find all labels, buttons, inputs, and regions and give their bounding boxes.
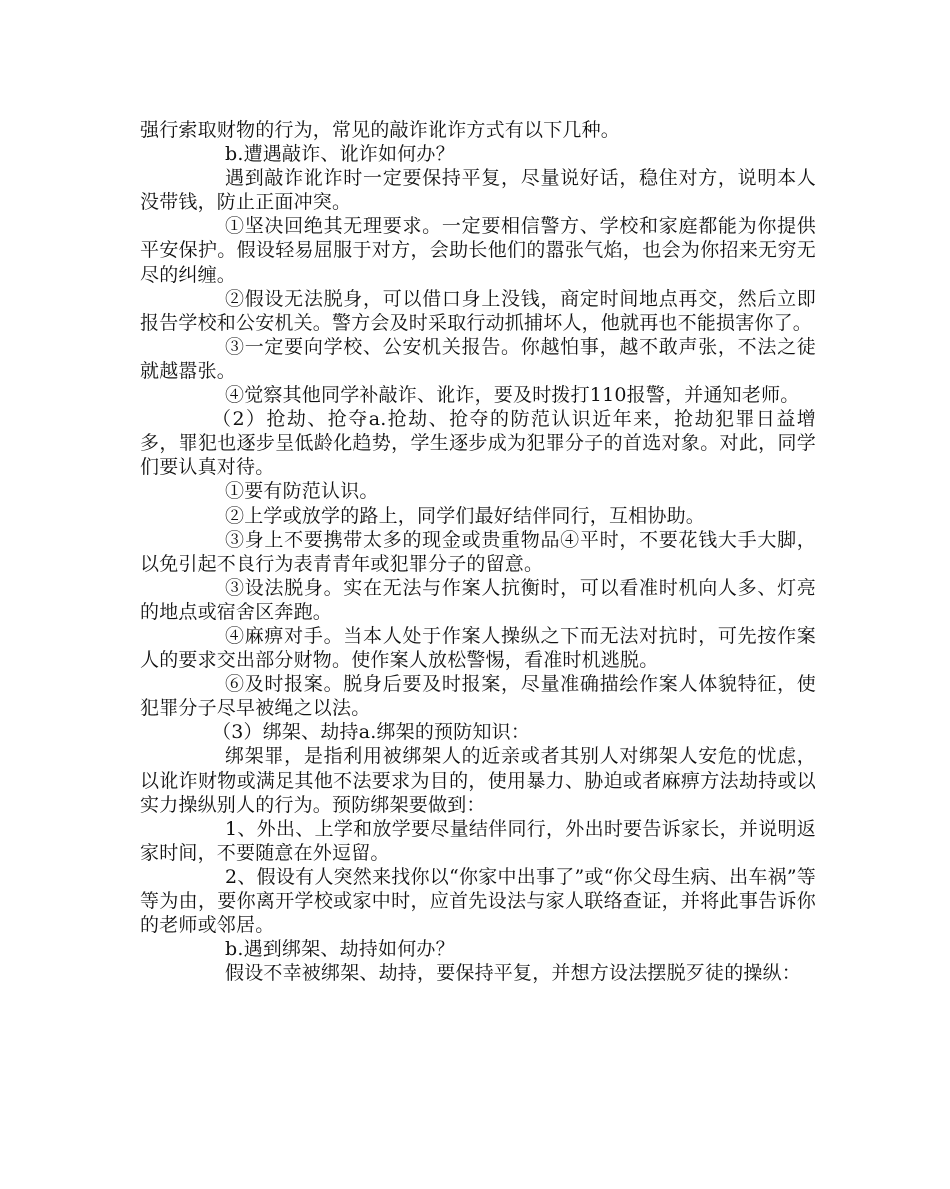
paragraph: b.遇到绑架、劫持如何办？	[225, 938, 455, 961]
paragraph: ①要有防范认识。	[225, 480, 379, 503]
paragraph: ③设法脱身。实在无法与作案人抗衡时，可以看准时机向人多、灯亮的地点或宿舍区奔跑。	[140, 576, 816, 623]
paragraph: b.遭遇敲诈、讹诈如何办？	[225, 143, 455, 166]
paragraph: 1、外出、上学和放学要尽量结伴同行，外出时要告诉家长，并说明返家时间，不要随意在外逗留。	[140, 817, 816, 864]
paragraph: ④觉察其他同学补敲诈、讹诈，要及时拨打110报警，并通知老师。	[225, 384, 800, 407]
document-page	[140, 118, 816, 985]
paragraph: ②上学或放学的路上，同学们最好结伴同行，互相协助。	[225, 504, 706, 527]
paragraph: ①坚决回绝其无理要求。一定要相信警方、学校和家庭都能为你提供平安保护。假设轻易屈服于对方，会助长他们的嚣张气焰，也会为你招来无穷无尽的纠缠。	[140, 215, 816, 286]
paragraph: 强行索取财物的行为，常见的敲诈讹诈方式有以下几种。	[140, 119, 621, 141]
section-heading-paragraph: （2）抢劫、抢夺a.抢劫、抢夺的防范认识近年来，抢劫犯罪日益增多，罪犯也逐步呈低龄化趋势，学生逐步成为犯罪分子的首选对象。对此，同学们要认真对待。	[140, 408, 816, 479]
paragraph: ③一定要向学校、公安机关报告。你越怕事，越不敢声张，不法之徒就越嚣张。	[140, 335, 816, 382]
paragraph: 遇到敲诈讹诈时一定要保持平复，尽量说好话，稳住对方，说明本人没带钱，防止正面冲突。	[140, 167, 816, 214]
paragraph: ⑥及时报案。脱身后要及时报案，尽量准确描绘作案人体貌特征，使犯罪分子尽早被绳之以法。	[140, 673, 816, 720]
paragraph: ②假设无法脱身，可以借口身上没钱，商定时间地点再交，然后立即报告学校和公安机关。警方会及时采取行动抓捕坏人，他就再也不能损害你了。	[140, 287, 816, 334]
paragraph: 绑架罪，是指利用被绑架人的近亲或者其别人对绑架人安危的忧虑，以讹诈财物或满足其他不法要求为目的，使用暴力、胁迫或者麻痹方法劫持或以实力操纵别人的行为。预防绑架要做到：	[140, 745, 816, 816]
paragraph: 假设不幸被绑架、劫持，要保持平复，并想方设法摆脱歹徒的操纵：	[225, 962, 802, 985]
paragraph: 2、假设有人突然来找你以“你家中出事了”或“你父母生病、出车祸”等等为由，要你离开学校或家中时，应首先设法与家人联络查证，并将此事告诉你的老师或邻居。	[140, 865, 816, 937]
paragraph: ④麻痹对手。当本人处于作案人操纵之下而无法对抗时，可先按作案人的要求交出部分财物。使作案人放松警惕，看准时机逃脱。	[140, 624, 816, 672]
section-heading-paragraph: （3）绑架、劫持a.绑架的预防知识：	[212, 721, 531, 744]
paragraph: ③身上不要携带太多的现金或贵重物品④平时，不要花钱大手大脚，以免引起不良行为表青青年或犯罪分子的留意。	[140, 528, 816, 575]
